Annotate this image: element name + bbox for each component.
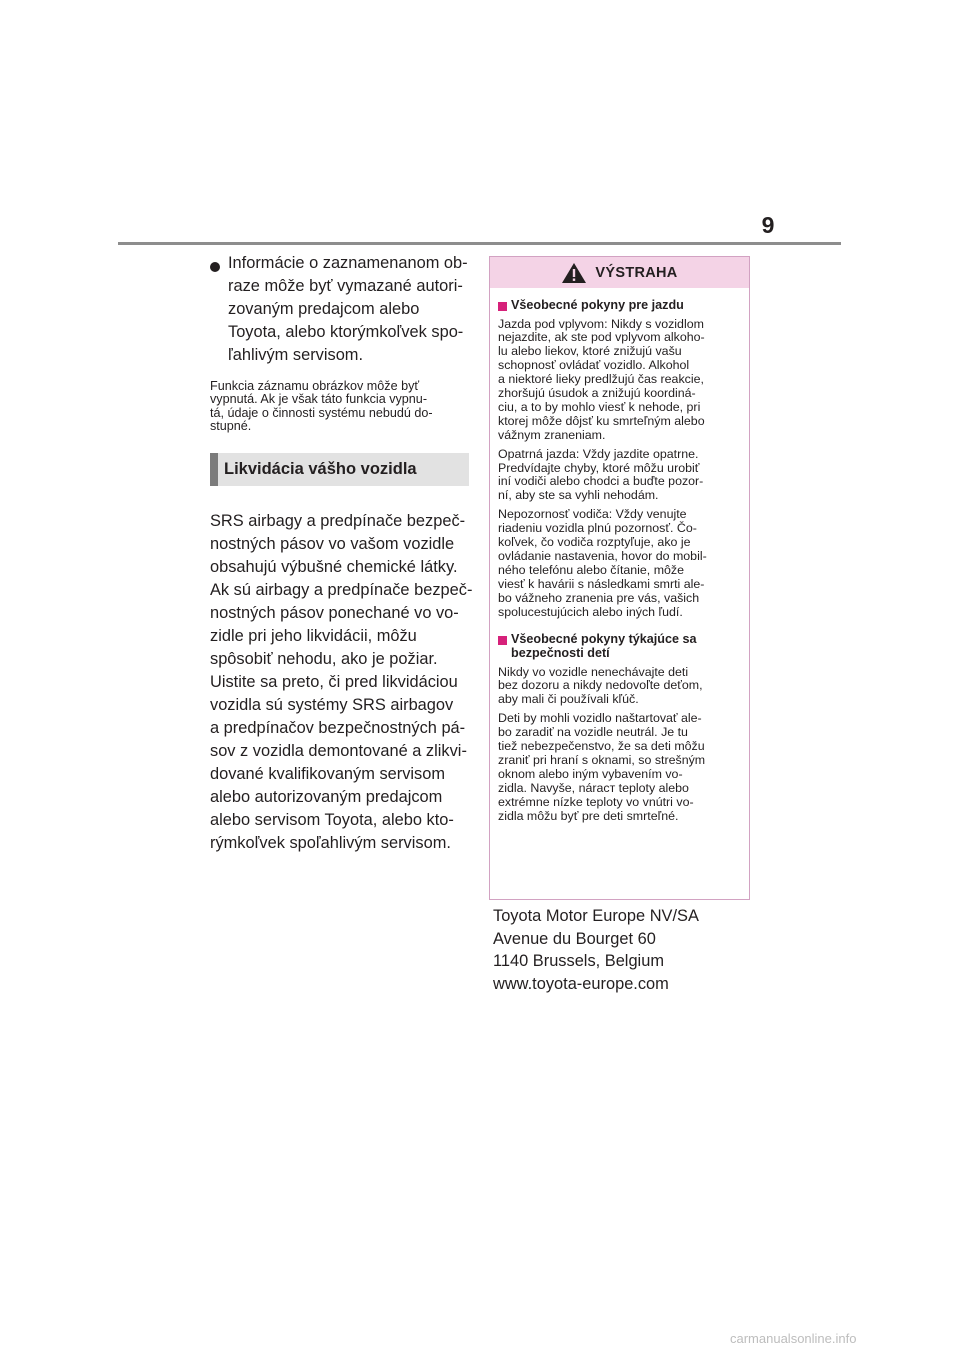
square-marker-icon bbox=[498, 636, 507, 645]
bullet-text bbox=[228, 252, 468, 367]
text-line: Nepozornosť vodiča: Vždy venujte bbox=[498, 507, 687, 522]
address-line: Avenue du Bourget 60 bbox=[493, 929, 656, 948]
text-line: Funkcia záznamu obrázkov môže byť bbox=[210, 379, 420, 393]
text-line: schopnosť ovládať vozidlo. Alkohol bbox=[498, 358, 690, 373]
text-line: Jazda pod vplyvom: Nikdy s vozidlom bbox=[498, 316, 704, 331]
note-text bbox=[210, 380, 472, 433]
text-line: iní vodiči alebo chodci a buďte pozor- bbox=[498, 474, 704, 489]
text-line: SRS airbagy a predpínače bezpeč- bbox=[210, 512, 466, 531]
header-rule bbox=[118, 242, 841, 245]
text-line: zraniť pri hraní s oknami, so strešným bbox=[498, 752, 706, 767]
text-line: ní, aby ste sa vyhli nehodám. bbox=[498, 488, 659, 503]
warning-title: VÝSTRAHA bbox=[595, 264, 678, 281]
address-block bbox=[493, 905, 753, 995]
text-line: ciu, a to by mohlo viesť k nehode, pri bbox=[498, 399, 701, 414]
text-line: viesť k havárii s následkami smrti ale- bbox=[498, 576, 705, 591]
warning-paragraph bbox=[498, 448, 741, 504]
text-line: Informácie o zaznamenanom ob- bbox=[228, 254, 468, 272]
page-number: 9 bbox=[761, 212, 775, 238]
text-line: bo zaradiť na vozidle neutrál. Je tu bbox=[498, 725, 688, 740]
text-line: tá, údaje o činnosti systému nebudú do- bbox=[210, 405, 433, 420]
text-line: ľahlivým servisom. bbox=[228, 346, 364, 364]
text-line: nostných pásov vo vašom vozidle bbox=[210, 535, 455, 554]
text-line: Všeobecné pokyny týkajúce sa bbox=[511, 631, 697, 646]
bullet-dot-icon bbox=[210, 262, 220, 272]
text-line: nostných pásov ponechané vo vo- bbox=[210, 604, 459, 623]
text-line: bo vážneho zranenia pre vás, vašich bbox=[498, 590, 700, 605]
text-line: Predvídajte chyby, ktoré môžu urobiť bbox=[498, 460, 700, 475]
text-line: alebo autorizovaným predajcom bbox=[210, 788, 443, 807]
bullet-item bbox=[210, 252, 472, 367]
warning-triangle-icon bbox=[561, 262, 587, 284]
text-line: ovládanie nastavenia, hovor do mobil- bbox=[498, 549, 707, 563]
text-line: Ak sú airbagy a predpínače bezpeč- bbox=[210, 581, 473, 600]
section-heading-text: Likvidácia vášho vozidla bbox=[224, 460, 417, 479]
address-line: 1140 Brussels, Belgium bbox=[493, 952, 664, 970]
text-line: Všeobecné pokyny pre jazdu bbox=[511, 298, 684, 312]
text-line: obsahujú výbušné chemické látky. bbox=[210, 558, 458, 577]
warning-body bbox=[490, 288, 749, 824]
watermark: carmanualsonline.info bbox=[730, 1331, 857, 1346]
left-column bbox=[210, 252, 472, 855]
text-line: ktorej môže dôjsť ku smrteľným alebo bbox=[498, 413, 705, 428]
text-line: oknom alebo iným vybavením vo- bbox=[498, 766, 683, 781]
text-line: stupné. bbox=[210, 418, 252, 433]
text-line: raze môže byť vymazané autori- bbox=[228, 277, 463, 295]
text-line: a predpínačov bezpečnostných pá- bbox=[210, 719, 466, 738]
text-line: rýmkoľvek spoľahlivým servisom. bbox=[210, 834, 451, 853]
warning-box bbox=[489, 256, 750, 900]
text-line: bezpečnosti detí bbox=[511, 646, 610, 661]
warning-subheading bbox=[498, 632, 741, 661]
text-line: Opatrná jazda: Vždy jazdite opatrne. bbox=[498, 446, 699, 461]
text-line: zovaným predajcom alebo bbox=[228, 300, 420, 318]
warning-paragraph bbox=[498, 318, 741, 443]
section-heading bbox=[210, 453, 469, 486]
text-line: tiež nebezpečenstvo, že sa deti môžu bbox=[498, 739, 705, 754]
text-line: Deti by mohli vozidlo naštartovať ale- bbox=[498, 711, 702, 726]
text-line: Nikdy vo vozidle nenechávajte deti bbox=[498, 664, 689, 679]
subheading-text bbox=[511, 298, 684, 313]
square-marker-icon bbox=[498, 302, 507, 311]
text-line: zidla. Navyše, náraст teploty alebo bbox=[498, 780, 689, 795]
section-body bbox=[210, 510, 472, 855]
text-line: Uistite sa preto, či pred likvidáciou bbox=[210, 673, 458, 692]
warning-paragraph bbox=[498, 508, 741, 619]
text-line: spolucestujúcich alebo iných ľudí. bbox=[498, 604, 683, 619]
text-line: spôsobiť nehodu, ako je požiar. bbox=[210, 650, 438, 669]
text-line: ného telefónu alebo čítanie, môže bbox=[498, 562, 684, 577]
warning-header bbox=[490, 257, 749, 288]
text-line: nejazdite, ak ste pod vplyvom alkoho- bbox=[498, 330, 705, 345]
address-line: Toyota Motor Europe NV/SA bbox=[493, 907, 699, 925]
text-line: Toyota, alebo ktorýmkoľvek spo- bbox=[228, 323, 464, 341]
address-line: www.toyota-europe.com bbox=[493, 974, 669, 993]
text-line: vozidla sú systémy SRS airbagov bbox=[210, 696, 454, 715]
text-line: vážnym zraneniam. bbox=[498, 427, 606, 442]
text-line: bez dozoru a nikdy nedovoľte deťom, bbox=[498, 678, 703, 693]
text-line: dované kvalifikovaným servisom bbox=[210, 765, 446, 784]
text-line: extrémne nízke teploty vo vnútri vo- bbox=[498, 794, 694, 809]
text-line: koľvek, čo vodiča rozptyľuje, ako je bbox=[498, 535, 691, 550]
warning-subheading bbox=[498, 298, 741, 313]
warning-paragraph bbox=[498, 712, 741, 823]
text-line: zhoršujú úsudok a znižujú koordiná- bbox=[498, 386, 696, 401]
text-line: vypnutá. Ak je však táto funkcia vypnu- bbox=[210, 392, 428, 407]
text-line: zidla môžu byť pre deti smrteľné. bbox=[498, 808, 679, 823]
text-line: sov z vozidla demontované a zlikvi- bbox=[210, 742, 467, 761]
warning-paragraph bbox=[498, 666, 741, 708]
text-line: aby mali či používali kľúč. bbox=[498, 692, 639, 707]
subheading-text bbox=[511, 632, 697, 661]
text-line: alebo servisom Toyota, alebo kto- bbox=[210, 811, 454, 830]
text-line: zidle pri jeho likvidácii, môžu bbox=[210, 627, 417, 646]
text-line: a niektoré lieky predlžujú čas reakcie, bbox=[498, 372, 704, 387]
text-line: riadeniu vozidla plnú pozornosť. Čo- bbox=[498, 521, 697, 536]
text-line: lu alebo liekov, ktoré znižujú vašu bbox=[498, 344, 682, 359]
